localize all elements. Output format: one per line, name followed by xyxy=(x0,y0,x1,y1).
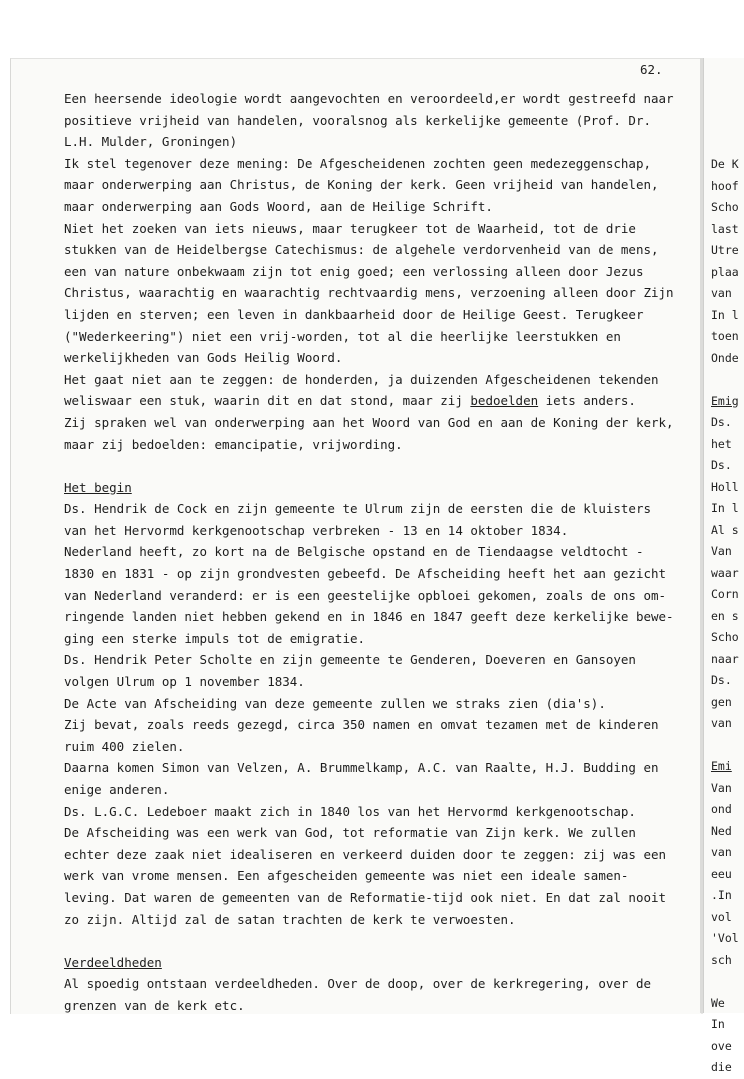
text-line: zo zijn. Altijd zal de satan trachten de kerk te verwoesten. xyxy=(64,911,516,927)
text-line: ("Wederkeering") niet een vrij-worden, tot al die heerlijke leerstukken en xyxy=(64,328,621,344)
text-line: eeu xyxy=(711,866,732,881)
text-line: Van xyxy=(711,780,732,795)
text-line: plaa xyxy=(711,264,739,279)
text-line: Utre xyxy=(711,243,739,257)
text-line: ging een sterke impuls tot de emigratie. xyxy=(64,630,366,646)
text-line: weliswaar een stuk, waarin dit en dat stond, maar zij bedoelden iets anders. xyxy=(64,393,636,409)
text-line: sch xyxy=(711,952,732,967)
adjacent-heading-1: Emig xyxy=(711,393,739,408)
text-line: L.H. Mulder, Groningen) xyxy=(64,134,238,150)
adjacent-page-edge xyxy=(703,58,744,1074)
text-line: De Acte van Afscheiding van deze gemeente zullen we straks zien (dia's). xyxy=(64,695,606,711)
text-line: ringende landen niet hebben gekend en in 1846 en 1847 geeft deze kerkelijke bewe- xyxy=(64,609,674,625)
text-line: Scho xyxy=(711,630,739,644)
text-line: Scho xyxy=(711,200,739,214)
text-line: werk van vrome mensen. Een afgescheiden gemeente was niet een ideale samen- xyxy=(64,868,629,884)
text-line: Ned xyxy=(711,823,732,838)
text-line: van xyxy=(711,845,732,859)
text-line: Christus, waarachtig en waarachtig rechtvaardig mens, verzoening alleen door Zijn xyxy=(64,285,674,301)
text-line: maar zij bedoelden: emancipatie, vrijwording. xyxy=(64,436,403,452)
text-line: Ds. L.G.C. Ledeboer maakt zich in 1840 los van het Hervormd kerkgenootschap. xyxy=(64,803,636,819)
text-line: Zij spraken wel van onderwerping aan het Woord van God en aan de Koning der kerk, xyxy=(64,414,674,430)
text-line: ruim 400 zielen. xyxy=(64,738,185,754)
text-line: De K xyxy=(711,157,739,171)
text-line: Ds. Hendrik de Cock en zijn gemeente te Ulrum zijn de eersten die de kluisters xyxy=(64,501,651,517)
section-verdeeldheden xyxy=(64,973,684,1016)
text-line: 1830 en 1831 - op zijn grondvesten gebeefd. De Afscheiding heeft het aan gezicht xyxy=(64,566,667,582)
text-line: Het gaat niet aan te zeggen: de honderden, ja duizenden Afgescheidenen tekenden xyxy=(64,371,659,387)
text-line: stukken van de Heidelbergse Catechismus: de algehele verdorvenheid van de mens, xyxy=(64,242,659,258)
text-line: ond xyxy=(711,802,732,816)
text-line: Ds. xyxy=(711,673,732,687)
text-line: .In xyxy=(711,888,732,902)
text-line: Ds. Hendrik Peter Scholte en zijn gemeente te Genderen, Doeveren en Gansoyen xyxy=(64,652,636,668)
intro-paragraph xyxy=(64,88,684,390)
text-line: en s xyxy=(711,608,739,623)
text-line: een van nature onbekwaam zijn tot enig goed; een verlossing alleen door Jezus xyxy=(64,263,644,279)
text-line: Zij bevat, zoals reeds gezegd, circa 350 namen en omvat tezamen met de kinderen xyxy=(64,717,659,733)
text-line: waar xyxy=(711,565,739,580)
section-heading-het-begin: Het begin xyxy=(64,479,132,495)
text-line: grenzen van de kerk etc. xyxy=(64,997,245,1013)
text-line: last xyxy=(711,221,739,236)
text-line: gen xyxy=(711,694,732,709)
section-heading-verdeeldheden: Verdeeldheden xyxy=(64,954,162,970)
section-het-begin xyxy=(64,498,684,930)
text-line: van het Hervormd kerkgenootschap verbreken - 13 en 14 oktober 1834. xyxy=(64,522,569,538)
text-line: In xyxy=(711,1017,725,1031)
text-line: positieve vrijheid van handelen, vooralsnog als kerkelijke gemeente (Prof. Dr. xyxy=(64,112,651,128)
text-line: Niet het zoeken van iets nieuws, maar terugkeer tot de Waarheid, tot de drie xyxy=(64,220,636,236)
text-line: volgen Ulrum op 1 november 1834. xyxy=(64,674,305,690)
text-line: 'Vol xyxy=(711,931,739,945)
underlined-word: bedoelden xyxy=(470,393,539,409)
adjacent-heading-2: Emi xyxy=(711,759,732,773)
text-line: Ds. xyxy=(711,458,732,472)
text-line: enige anderen. xyxy=(64,782,170,797)
text-line: We xyxy=(711,995,725,1010)
text-line: Holl xyxy=(711,479,739,494)
text-line: Al spoedig ontstaan verdeeldheden. Over de doop, over de kerkregering, over de xyxy=(64,976,651,992)
text-line: De Afscheiding was een werk van God, tot reformatie van Zijn kerk. We zullen xyxy=(64,825,636,841)
text-line: vol xyxy=(711,909,732,924)
text-line: echter deze zaak niet idealiseren en verkeerd duiden door te zeggen: zij was een xyxy=(64,846,667,862)
adjacent-page-text xyxy=(711,154,739,1079)
document-body xyxy=(64,88,684,1017)
text-line: maar onderwerping aan Gods Woord, aan de Heilige Schrift. xyxy=(64,198,493,214)
text-line: Al s xyxy=(711,522,739,537)
text-line: van xyxy=(711,716,732,730)
text-line: Een heersende ideologie wordt aangevochten en veroordeeld,er wordt gestreefd naar xyxy=(64,91,674,106)
text-line: Nederland heeft, zo kort na de Belgische opstand en de Tiendaagse veldtocht - xyxy=(64,544,644,560)
text-line: die xyxy=(711,1060,732,1074)
text-line: Onde xyxy=(711,350,739,365)
text-line: Ik stel tegenover deze mening: De Afgescheidenen zochten geen medezeggenschap, xyxy=(64,155,651,171)
text-line: werkelijkheden van Gods Heilig Woord. xyxy=(64,350,343,366)
text-line: ove xyxy=(711,1038,732,1053)
text-line: In l xyxy=(711,501,739,515)
text-line: maar onderwerping aan Christus, de Koning der kerk. Geen vrijheid van handelen, xyxy=(64,177,659,193)
text-line: Ds. xyxy=(711,415,732,429)
text-line: hoof xyxy=(711,178,739,193)
text-line: van xyxy=(711,286,732,300)
text-line: van Nederland veranderd: er is een geestelijke opbloei gekomen, zoals de ons om- xyxy=(64,587,667,603)
text-line: lijden en sterven; een leven in dankbaarheid door de Heilige Geest. Terugkeer xyxy=(64,306,644,322)
text-line: Corn xyxy=(711,587,739,601)
text-line: Van xyxy=(711,544,732,558)
text-line: het xyxy=(711,436,732,451)
text-line: leving. Dat waren de gemeenten van de Reformatie-tijd ook niet. En dat zal nooit xyxy=(64,889,667,905)
text-line: naar xyxy=(711,651,739,666)
page-number: 62. xyxy=(640,62,663,77)
text-line: In l xyxy=(711,307,739,322)
text-line: toen xyxy=(711,329,739,343)
text-line: Daarna komen Simon van Velzen, A. Brummelkamp, A.C. van Raalte, H.J. Budding en xyxy=(64,760,659,776)
